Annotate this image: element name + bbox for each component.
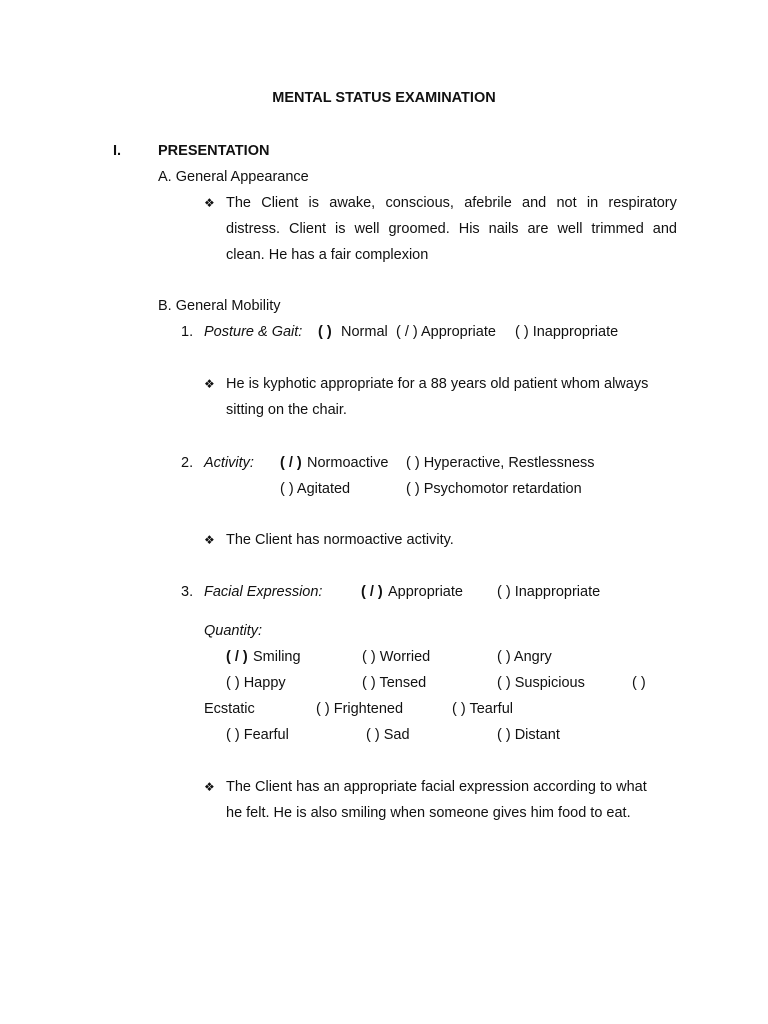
activity-number: 2.: [181, 455, 194, 471]
section-number: I.: [113, 143, 122, 159]
document-title: MENTAL STATUS EXAMINATION: [272, 90, 496, 106]
posture-label: Posture & Gait:: [204, 324, 303, 340]
posture-number: 1.: [181, 324, 194, 340]
section-title: PRESENTATION: [158, 143, 270, 159]
quantity-distant-option: ( ) Distant: [497, 727, 560, 743]
appearance-text-line3: clean. He has a fair complexion: [226, 247, 429, 263]
facial-note-line1: The Client has an appropriate facial expression according to what: [226, 779, 647, 795]
bullet-diamond-icon: ❖: [204, 196, 215, 210]
text-word: The: [226, 195, 251, 211]
bullet-diamond-icon: ❖: [204, 533, 215, 547]
text-word: trimmed: [591, 221, 644, 237]
quantity-happy-option: ( ) Happy: [226, 675, 286, 691]
appearance-text-line1: [226, 196, 677, 211]
activity-note: The Client has normoactive activity.: [226, 532, 454, 548]
facial-appropriate-label: Appropriate: [388, 584, 463, 600]
facial-label: Facial Expression:: [204, 584, 323, 600]
text-word: in: [586, 195, 599, 211]
text-word: groomed.: [388, 221, 450, 237]
general-appearance-heading: A. General Appearance: [158, 169, 309, 185]
activity-normoactive-label: Normoactive: [307, 455, 389, 471]
activity-psychomotor-option: ( ) Psychomotor retardation: [406, 481, 582, 497]
quantity-angry-option: ( ) Angry: [497, 649, 552, 665]
facial-inappropriate-option: ( ) Inappropriate: [497, 584, 601, 600]
text-word: Client: [261, 195, 299, 211]
text-word: nails: [488, 221, 519, 237]
quantity-sad-option: ( ) Sad: [366, 727, 410, 743]
posture-normal-label: Normal: [341, 324, 388, 340]
posture-inappropriate-option: ( ) Inappropriate: [515, 324, 619, 340]
text-word: afebrile: [464, 195, 512, 211]
posture-normal-checkbox: ( ): [318, 324, 332, 340]
quantity-fearful-option: ( ) Fearful: [226, 727, 289, 743]
bullet-diamond-icon: ❖: [204, 780, 215, 794]
quantity-tearful-option: ( ) Tearful: [452, 701, 513, 717]
text-word: Client: [288, 221, 327, 237]
facial-appropriate-checkbox: ( / ): [361, 584, 383, 600]
text-word: and: [652, 221, 677, 237]
text-word: well: [557, 221, 583, 237]
general-mobility-heading: B. General Mobility: [158, 298, 281, 314]
text-word: are: [527, 221, 549, 237]
appearance-text-line2: [226, 222, 677, 237]
quantity-ecstatic-checkbox: ( ): [632, 675, 646, 691]
text-word: conscious,: [385, 195, 454, 211]
posture-appropriate-option: ( / ) Appropriate: [396, 324, 496, 340]
activity-agitated-option: ( ) Agitated: [280, 481, 351, 497]
posture-note-line1: He is kyphotic appropriate for a 88 years old patient whom always: [226, 376, 649, 392]
text-word: distress.: [226, 221, 280, 237]
activity-label: Activity:: [204, 455, 254, 471]
bullet-diamond-icon: ❖: [204, 377, 215, 391]
posture-note-line2: sitting on the chair.: [226, 402, 347, 418]
text-word: and: [522, 195, 547, 211]
quantity-smiling-label: Smiling: [253, 649, 301, 665]
text-word: His: [458, 221, 480, 237]
quantity-label: Quantity:: [204, 623, 263, 639]
activity-normoactive-checkbox: ( / ): [280, 455, 302, 471]
quantity-suspicious-option: ( ) Suspicious: [497, 675, 585, 691]
quantity-frightened-option: ( ) Frightened: [316, 701, 404, 717]
facial-number: 3.: [181, 584, 194, 600]
text-word: respiratory: [608, 195, 677, 211]
text-word: is: [335, 221, 346, 237]
text-word: not: [556, 195, 577, 211]
text-word: awake,: [329, 195, 376, 211]
text-word: well: [354, 221, 380, 237]
quantity-ecstatic-label: Ecstatic: [204, 701, 255, 717]
quantity-tensed-option: ( ) Tensed: [362, 675, 427, 691]
quantity-worried-option: ( ) Worried: [362, 649, 431, 665]
facial-note-line2: he felt. He is also smiling when someone gives him food to eat.: [226, 805, 631, 821]
activity-hyperactive-option: ( ) Hyperactive, Restlessness: [406, 455, 595, 471]
text-word: is: [308, 195, 320, 211]
quantity-smiling-checkbox: ( / ): [226, 649, 248, 665]
